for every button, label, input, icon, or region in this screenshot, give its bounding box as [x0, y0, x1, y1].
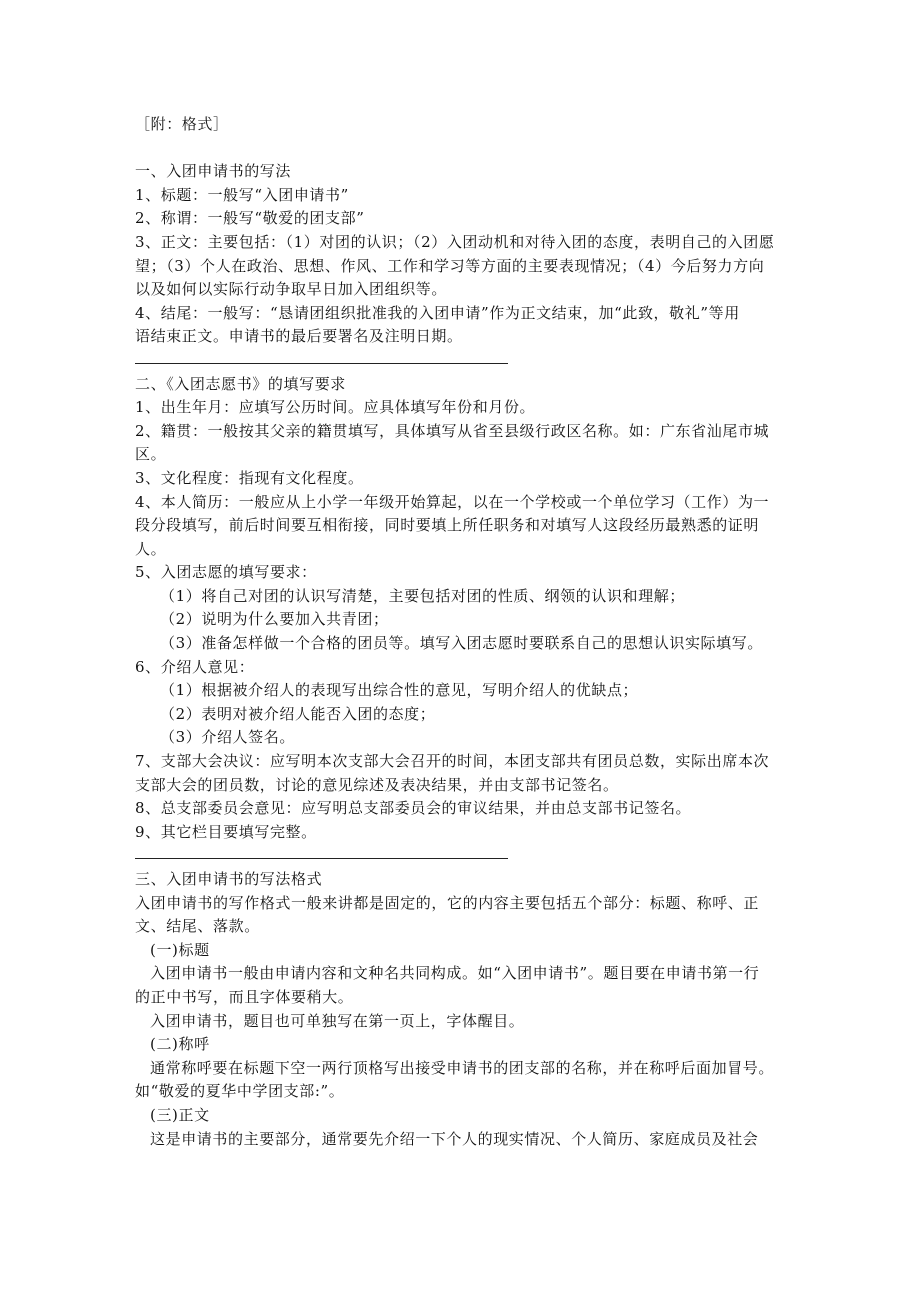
text-line: 段分段填写，前后时间要互相衔接，同时要填上所任职务和对填写人这段经历最熟悉的证明 — [135, 516, 760, 535]
text-line: 9、其它栏目要填写完整。 — [135, 822, 317, 841]
text-line: 6、介绍人意见： — [135, 657, 255, 676]
text-line: 4、本人简历：一般应从上小学一年级开始算起，以在一个学校或一个单位学习（工作）为一 — [135, 492, 770, 511]
text-line: 区。 — [135, 445, 167, 464]
text-line: （1）将自己对团的认识写清楚，主要包括对团的性质、纲领的认识和理解； — [160, 586, 685, 605]
text-line: 语结束正文。申请书的最后要署名及注明日期。 — [135, 327, 463, 346]
text-line: 5、入团志愿的填写要求： — [135, 563, 317, 582]
text-line: 二、《入团志愿书》的填写要求 — [135, 374, 346, 393]
text-line: （1）根据被介绍人的表现写出综合性的意见，写明介绍人的优缺点； — [160, 681, 639, 700]
text-line: 这是申请书的主要部分，通常要先介绍一下个人的现实情况、个人简历、家庭成员及社会 — [150, 1129, 759, 1148]
text-line: （3）介绍人签名。 — [160, 728, 295, 747]
text-line: (一)标题 — [150, 940, 210, 959]
text-line: 1、出生年月：应填写公历时间。应具体填写年份和月份。 — [135, 398, 536, 417]
text-line: 一、入团申请书的写法 — [135, 162, 292, 181]
text-line: 3、文化程度：指现有文化程度。 — [135, 468, 364, 487]
text-line: 入团申请书，题目也可单独写在第一页上，字体醒目。 — [150, 1011, 525, 1030]
text-line: （2）说明为什么要加入共青团； — [160, 610, 389, 629]
text-line: 入团申请书的写作格式一般来讲都是固定的，它的内容主要包括五个部分：标题、称呼、正 — [135, 893, 760, 912]
text-line: 文、结尾、落款。 — [135, 917, 260, 936]
text-line: 8、总支部委员会意见：应写明总支部委员会的审议结果，并由总支部书记签名。 — [135, 799, 692, 818]
horizontal-rule — [135, 844, 787, 868]
text-line: （3）准备怎样做一个合格的团员等。填写入团志愿时要联系自己的思想认识实际填写。 — [160, 634, 763, 653]
text-line: 2、籍贯：一般按其父亲的籍贯填写，具体填写从省至县级行政区名称。如：广东省汕尾市城 — [135, 421, 770, 440]
text-line: 通常称呼要在标题下空一两行顶格写出接受申请书的团支部的名称，并在称呼后面加冒号。 — [150, 1058, 775, 1077]
text-line: 2、称谓：一般写“敬爱的团支部” — [135, 209, 365, 228]
text-line: (三)正文 — [150, 1105, 210, 1124]
document-page — [135, 113, 787, 1151]
text-line: 7、支部大会决议：应写明本次支部大会召开的时间，本团支部共有团员总数，实际出席本次 — [135, 752, 770, 771]
text-line: 入团申请书一般由申请内容和文种名共同构成。如“入团申请书”。题目要在申请书第一行 — [150, 964, 760, 983]
text-line: 4、结尾：一般写：“恳请团组织批准我的入团申请”作为正文结束，加“此致，敬礼”等用 — [135, 303, 740, 322]
text-line: 望；（3）个人在政治、思想、作风、工作和学习等方面的主要表现情况；（4）今后努力方向 — [135, 256, 765, 275]
text-line: 三、入团申请书的写法格式 — [135, 870, 323, 888]
text-line: ［附：格式］ — [135, 115, 229, 133]
blank-line — [135, 137, 787, 161]
text-line: （2）表明对被介绍人能否入团的态度； — [160, 704, 436, 723]
text-line: 1、标题：一般写“入团申请书” — [135, 185, 349, 204]
text-line: 以及如何以实际行动争取早日加入团组织等。 — [135, 280, 448, 299]
text-line: 3、正文：主要包括：（1）对团的认识；（2）入团动机和对待入团的态度，表明自己的入团愿 — [135, 232, 775, 251]
text-line: 如“敬爱的夏华中学团支部:”。 — [135, 1082, 345, 1101]
text-line: 支部大会的团员数，讨论的意见综述及表决结果，并由支部书记签名。 — [135, 775, 619, 794]
horizontal-rule — [135, 349, 787, 373]
text-line: 人。 — [135, 539, 167, 558]
text-line: 的正中书写，而且字体要稍大。 — [135, 987, 354, 1006]
text-line: (二)称呼 — [150, 1035, 210, 1054]
